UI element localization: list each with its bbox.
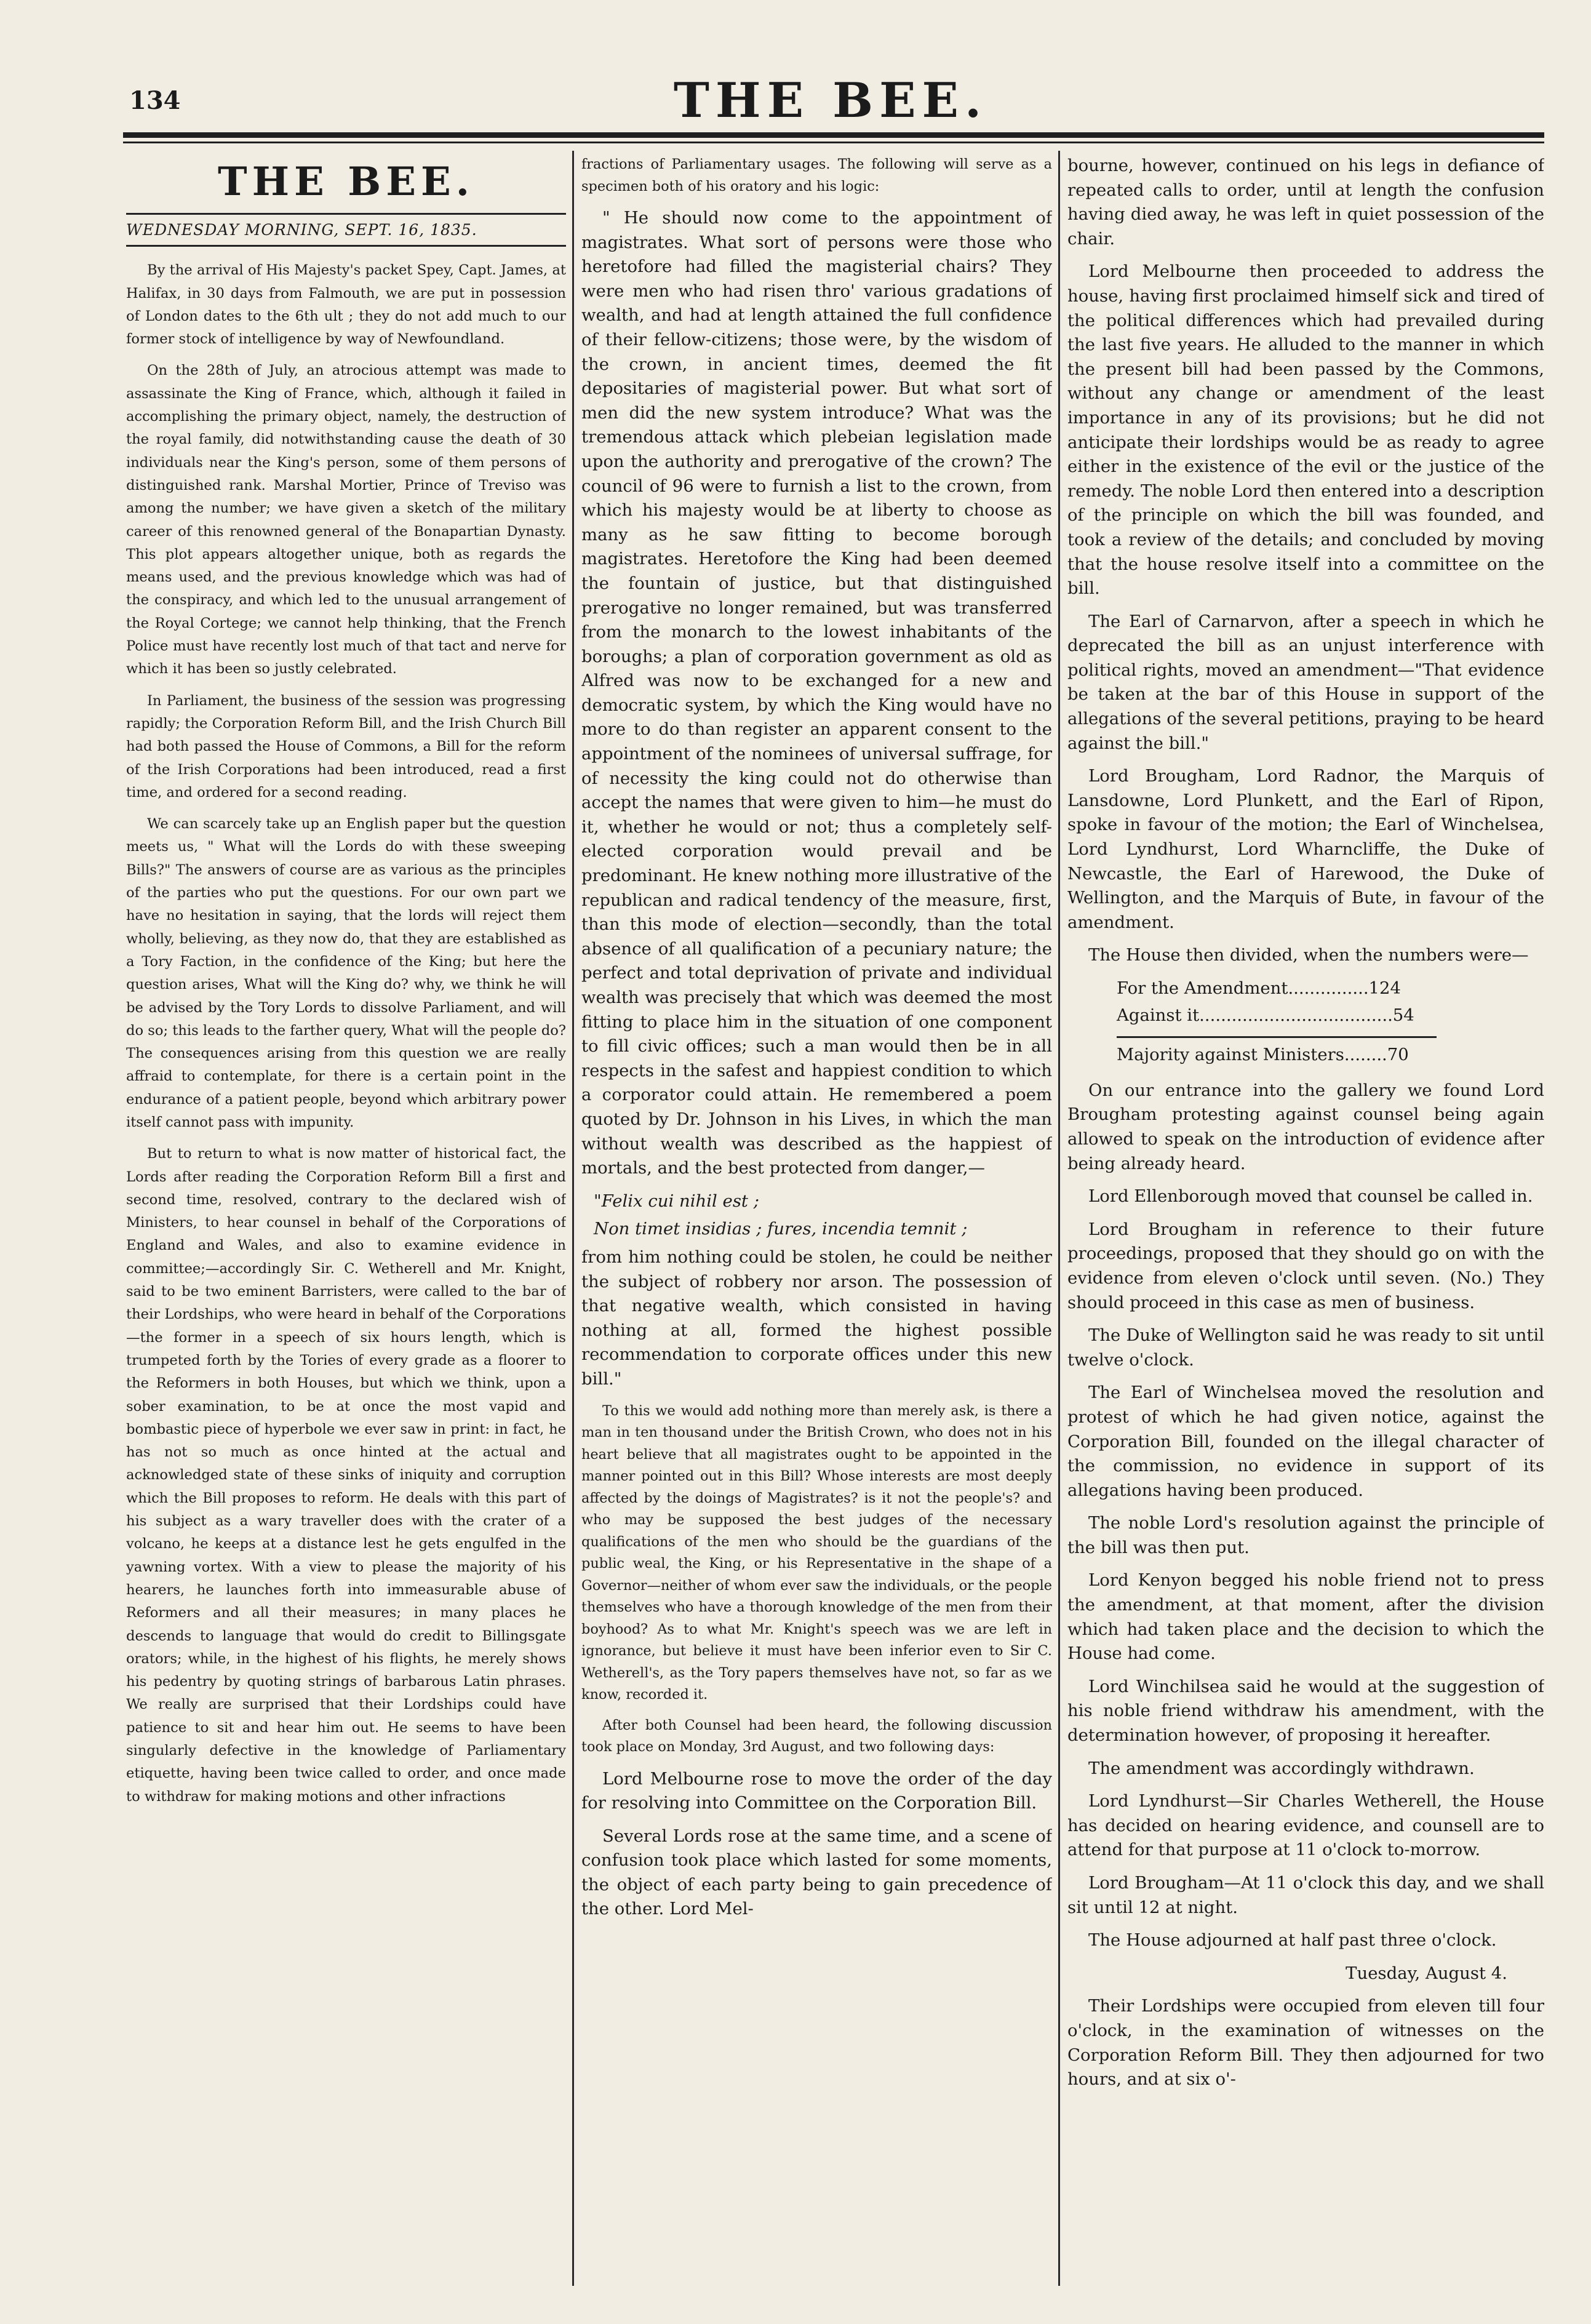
- paragraph: Several Lords rose at the same time, and a scene of confusion took place which lasted for some moments, the object of each party being to gain precedence of the other. Lord Mel-: [581, 1826, 1052, 1919]
- header-rule-thin: [123, 142, 1544, 143]
- quoted-speech: " He should now come to the appointment of magistrates. What sort of persons were those who heretofore had filled the magisterial chairs? They were men who had risen thro' various gradations of wealth, and had at length attained the full confidence of their fellow-citizens; those were, by the wisdom of the crown, in ancient times, deemed the fit depositaries of magisterial power. But what sort of men did the new system introduce? What was the tremendous attack which plebeian legislation made upon the authority and prerogative of the crown? The council of 96 were to furnish a list to the crown, from which his majesty would be at liberty to choose as many as he saw fitting to become borough magistrates. Heretofore the King had been deemed the fountain of justice, but that distinguished prerogative no longer remained, but was transferred from the monarch to the lowest inhabitants of the boroughs; a plan of corporation government as old as Alfred was now to be exchanged for a new and democratic system, by which the King would have no more to do than register an apparent consent to the appointment of the nominees of universal suffrage, for of necessity the king could not do otherwise than accept the names that were given to him—he must do it, whether he would or not; thus a completely self-elected corporation would prevail and be predominant. He knew nothing more illustrative of the republican and radical tendency of the measure, first, than this mode of election—secondly, than the total absence of all qualification of a pecuniary nature; the perfect and total deprivation of private and individual wealth was precisely that which was deemed the most fitting to place him in the situation of one component to fill civic offices; such a man would then be in all respects in the safest and happiest condition to which a corporator could attain. He remembered a poem quoted by Dr. Johnson in his Lives, in which the man without wealth was described as the happiest of mortals, and the best protected from danger,—: [581, 208, 1052, 1178]
- paragraph: The House adjourned at half past three o'clock.: [1088, 1930, 1497, 1951]
- column-1: [126, 154, 566, 2301]
- vote-majority: Majority against Ministers........70: [1117, 1036, 1437, 1068]
- paragraph: After both Counsel had been heard, the following discussion took place on Monday, 3rd August, and two following days:: [581, 1717, 1052, 1755]
- paragraph: The Duke of Wellington said he was ready to sit until twelve o'clock.: [1067, 1325, 1544, 1370]
- vote-against: Against it....................................54: [1117, 1005, 1414, 1025]
- column-3: [1067, 154, 1544, 2301]
- paragraph: Lord Brougham, Lord Radnor, the Marquis of Lansdowne, Lord Plunkett, and the Earl of Ripon, spoke in favour of the motion; the Earl of Winchelsea, Lord Lyndhurst, Lord Wharncliffe, the Duke of Newcastle, the Earl of Harewood, the Duke of Wellington, and the Marquis of Bute, in favour of the amendment.: [1067, 766, 1544, 932]
- verse-line: Non timet insidias ; fures, incendia temnit ;: [594, 1219, 968, 1239]
- verse-line: "Felix cui nihil est ;: [594, 1191, 759, 1211]
- paragraph: But to return to what is now matter of historical fact, the Lords after reading the Corporation Reform Bill a first and second time, resolved, contrary to the declared wish of Ministers, to hear counsel in behalf of the Corporations of England and Wales, and also to examine evidence in committee;—accordingly Sir. C. Wetherell and Mr. Knight, said to be two eminent Barristers, were called to the bar of their Lordships, who were heard in behalf of the Corporations—the former in a speech of six hours length, which is trumpeted forth by the Tories of every grade as a floorer to the Reformers in both Houses, but which we think, upon a sober examination, to be at once the most vapid and bombastic piece of hyperbole we ever saw in print: in fact, he has not so much as once hinted at the actual and acknowledged state of these sinks of iniquity and corruption which the Bill proposes to reform. He deals with this part of his subject as a wary traveller does with the crater of a volcano, he keeps at a distance lest he gets engulfed in the yawning vortex. With a view to please the majority of his hearers, he launches forth into immeasurable abuse of Reformers and all their measures; in many places he descends to language that would do credit to Billingsgate orators; while, in the highest of his flights, he merely shows his pedentry by quoting strings of barbarous Latin phrases. We really are surprised that their Lordships could have patience to sit and hear him out. He seems to have been singularly defective in the knowledge of Parliamentary etiquette, having been twice called to order, and once made to withdraw for making motions and other infractions: [126, 1146, 566, 1805]
- paragraph: bourne, however, continued on his legs in defiance of repeated calls to order, until at length the confusion having died away, he was left in quiet possession of the chair.: [1067, 156, 1544, 249]
- paragraph: Lord Winchilsea said he would at the suggestion of his noble friend withdraw his amendment, with the determination however, of proposing it hereafter.: [1067, 1676, 1544, 1746]
- paragraph: On the 28th of July, an atrocious attempt was made to assassinate the King of France, which, although it failed in accomplishing the primary object, namely, the destruction of the royal family, did notwithstanding cause the death of 30 individuals near the King's person, some of them persons of distinguished rank. Marshal Mortier, Prince of Treviso was among the number; we have given a sketch of the military career of this renowned general of the Bonapartian Dynasty. This plot appears altogether unique, both as regards the means used, and the previous knowledge which was had of the conspiracy, and which led to the unusual arrangement of the Royal Cortege; we cannot help thinking, that the French Police must have recently lost much of that tact and nerve for which it has been so justly celebrated.: [126, 362, 566, 677]
- paragraph: Lord Brougham in reference to their future proceedings, proposed that they should go on with the evidence from eleven o'clock until seven. (No.) They should proceed in this case as men of business.: [1067, 1219, 1544, 1312]
- paragraph: fractions of Parliamentary usages. The following will serve as a specimen both of his oratory and his logic:: [581, 156, 1052, 194]
- paragraph: Lord Brougham—At 11 o'clock this day, and we shall sit until 12 at night.: [1067, 1873, 1544, 1917]
- masthead-title: THE BEE.: [673, 73, 988, 129]
- paragraph: Lord Melbourne then proceeded to address the house, having first proclaimed himself sick and tired of the political differences which had prevailed during the last five years. He alluded to the manner in which the present bill had been passed by the Commons, without any change or amendment of the least importance in any of its provisions; but he did not anticipate their lordships would be as ready to agree either in the existence of the evil or the justice of the remedy. The noble Lord then entered into a description of the principle on which the bill was founded, and took a review of the details; and concluded by moving that the house resolve itself into a committee on the bill.: [1067, 262, 1544, 599]
- paragraph: The amendment was accordingly withdrawn.: [1088, 1758, 1475, 1778]
- header-rule: [123, 132, 1544, 138]
- paragraph: Lord Ellenborough moved that counsel be called in.: [1088, 1186, 1533, 1207]
- editorial-title: THE BEE.: [217, 159, 475, 205]
- paragraph: The noble Lord's resolution against the principle of the bill was then put.: [1067, 1513, 1544, 1557]
- paragraph: The Earl of Carnarvon, after a speech in which he deprecated the bill as an unjust interference with political rights, moved an amendment—"That evidence be taken at the bar of this House in support of the allegations of the several petitions, praying to be heard against the bill.": [1067, 611, 1544, 753]
- vote-for: For the Amendment...............124: [1117, 978, 1402, 998]
- paragraph: The Earl of Winchelsea moved the resolution and protest of which he had given notice, against the Corporation Bill, founded on the illegal character of the commission, no evidence in support of its allegations having been produced.: [1067, 1383, 1544, 1500]
- paragraph: Lord Kenyon begged his noble friend not to press the amendment, at that moment, after the division which had taken place and the decision to which the House had come.: [1067, 1570, 1544, 1664]
- paragraph: By the arrival of His Majesty's packet Spey, Capt. James, at Halifax, in 30 days from Falmouth, we are put in possession of London dates to the 6th ult ; they do not add much to our former stock of intelligence by way of Newfoundland.: [126, 262, 566, 348]
- paragraph: To this we would add nothing more than merely ask, is there a man in ten thousand under the British Crown, who does not in his heart believe that all magistrates ought to be appointed in the manner pointed out in this Bill? Whose interests are most deeply affected by the doings of Magistrates? is it not the people's? and who may be supposed the best judges of the necessary qualifications of the men who should be the guardians of the public weal, the King, or his Representative in the shape of a Governor—neither of whom ever saw the individuals, or the people themselves who have a thorough knowledge of the men from their boyhood? As to what Mr. Knight's speech was we are left in ignorance, but believe it must have been inferior even to Sir C. Wetherell's, as the Tory papers themselves have not, so far as we know, recorded it.: [581, 1402, 1052, 1703]
- paragraph: Their Lordships were occupied from eleven till four o'clock, in the examination of witnesses on the Corporation Reform Bill. They then adjourned for two hours, and at six o'-: [1067, 1996, 1544, 2090]
- dateline: WEDNESDAY MORNING, SEPT. 16, 1835.: [126, 213, 566, 247]
- column-2: [581, 154, 1052, 2301]
- paragraph: Lord Melbourne rose to move the order of the day for resolving into Committee on the Corporation Bill.: [581, 1768, 1052, 1813]
- paragraph: We can scarcely take up an English paper but the question meets us, " What will the Lords do with these sweeping Bills?" The answers of course are as various as the principles of the parties who put the questions. For our own part we have no hesitation in saying, that the lords will reject them wholly, believing, as they now do, that they are established as a Tory Faction, in the confidence of the King; but here the question arises, What will the King do? why, we think he will be advised by the Tory Lords to dissolve Parliament, and will do so; this leads to the farther query, What will the people do? The consequences arising from this question we are really affraid to contemplate, for there is a certain point in the endurance of a patient people, beyond which arbitrary power itself cannot pass with impunity.: [126, 816, 566, 1130]
- paragraph: The House then divided, when the numbers were—: [1088, 945, 1529, 965]
- column-rule-2: [1058, 151, 1060, 2286]
- column-rule-1: [572, 151, 574, 2286]
- paragraph: On our entrance into the gallery we found Lord Brougham protesting against counsel being again allowed to speak on the introduction of evidence after being already heard.: [1067, 1080, 1544, 1173]
- page-number: 134: [129, 86, 181, 115]
- paragraph: Lord Lyndhurst—Sir Charles Wetherell, the House has decided on hearing evidence, and counsell are to attend for that purpose at 11 o'clock to-morrow.: [1067, 1791, 1544, 1860]
- day-heading: Tuesday, August 4.: [1346, 1963, 1507, 1983]
- paragraph: In Parliament, the business of the session was progressing rapidly; the Corporation Reform Bill, and the Irish Church Bill had both passed the House of Commons, a Bill for the reform of the Irish Corporations had been introduced, read a first time, and ordered for a second reading.: [126, 692, 566, 801]
- quoted-speech: from him nothing could be stolen, he could be neither the subject of robbery nor arson. The possession of that negative wealth, which consisted in having nothing at all, formed the highest possible recommendation to corporate offices under this new bill.": [581, 1247, 1052, 1389]
